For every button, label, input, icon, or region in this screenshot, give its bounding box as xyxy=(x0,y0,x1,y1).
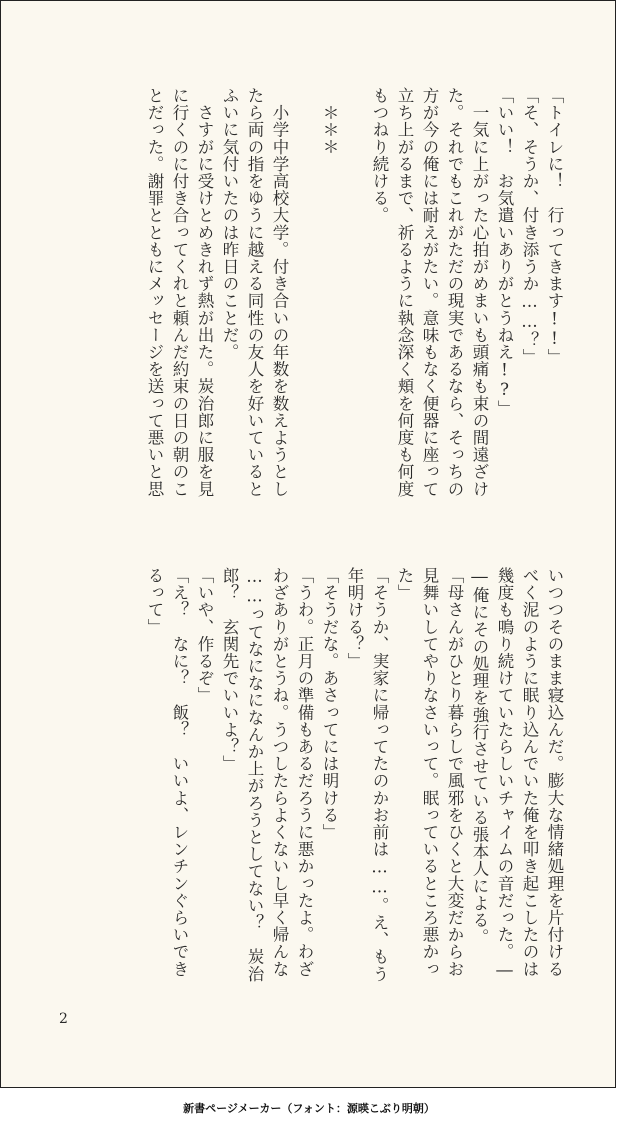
text-line: 立ち上がるまで、祈るように執念深く頬を何度も何度 xyxy=(395,87,414,498)
footer-credit: 新書ページメーカー（フォント：源暎こぶり明朝） xyxy=(183,1102,435,1115)
text-line: わざありがとうね。うつしたらよくないし早く帰んな xyxy=(270,567,289,978)
text-line: 郎？ 玄関先でいいよ？」 xyxy=(220,567,239,773)
text-line: 「トイレに！ 行ってきます!!」 xyxy=(545,87,564,366)
text-line xyxy=(342,87,367,517)
text-line: ＊＊＊ xyxy=(320,87,339,156)
text-line: 「母さんがひとり暮らしで風邪をひくと大変だからお xyxy=(445,567,464,978)
text-line: 「うわ。正月の準備もあるだろうに悪かったよ。わざ xyxy=(295,567,314,978)
text-line: 小学中学高校大学。付き合いの年数を数えようとし xyxy=(270,87,289,498)
page-number: 2 xyxy=(59,1011,68,1027)
text-line xyxy=(292,87,317,517)
text-line: 「そうか、実家に帰ってたのかお前は……。え、もう xyxy=(370,567,389,983)
text-line: 「いい！ お気遣いありがとうねえ!?」 xyxy=(495,87,514,417)
text-line: ……ってなになになんか上がろうとしてない？ 炭治 xyxy=(245,567,264,983)
text-line: 「え？ なに？ 飯？ いいよ、レンチンぐらいでき xyxy=(170,567,189,978)
text-line: いつつそのまま寝込んだ。膨大な情緒処理を片付ける xyxy=(545,567,564,978)
text-line: 「そうだな。あさってには明ける」 xyxy=(320,567,339,841)
text-line: べく泥のように眠り込んでいた俺を叩き起こしたのは xyxy=(520,567,539,978)
text-line: に行くのに付き合ってくれと頼んだ約束の日の朝のこ xyxy=(170,87,189,498)
text-block-upper xyxy=(142,87,567,517)
text-line: 「そ、そうか、付き添うか……？」 xyxy=(520,87,539,366)
text-line: もつねり続ける。 xyxy=(370,87,389,224)
text-line: 一気に上がった心拍がめまいも頭痛も束の間遠ざけ xyxy=(470,87,489,498)
text-line: たら両の指をゆうに越える同性の友人を好いていると xyxy=(245,87,264,498)
text-line: 「いや、作るぞ」 xyxy=(195,567,214,704)
text-block-lower xyxy=(142,567,567,1007)
text-line: 方が今の俺には耐えがたい。意味もなく便器に座って xyxy=(420,87,439,498)
text-line: た」 xyxy=(395,567,414,602)
text-line: ふいに気付いたのは昨日のことだ。 xyxy=(220,87,239,361)
text-line: 見舞いしてやりなさいって。眠っているところ悪かっ xyxy=(420,567,439,978)
text-line: ―俺にその処理を強行させている張本人による。 xyxy=(470,567,489,946)
text-line: た。それでもこれがただの現実であるなら、そっちの xyxy=(445,87,464,498)
text-line: さすがに受けとめきれず熱が出た。炭治郎に服を見 xyxy=(195,87,214,498)
text-line: とだった。謝罪とともにメッセージを送って悪いと思 xyxy=(145,87,164,498)
text-line: 年明ける？」 xyxy=(345,567,364,670)
text-line: るって」 xyxy=(145,567,164,636)
text-line: 幾度も鳴り続けていたらしいチャイムの音だった。― xyxy=(495,567,514,980)
